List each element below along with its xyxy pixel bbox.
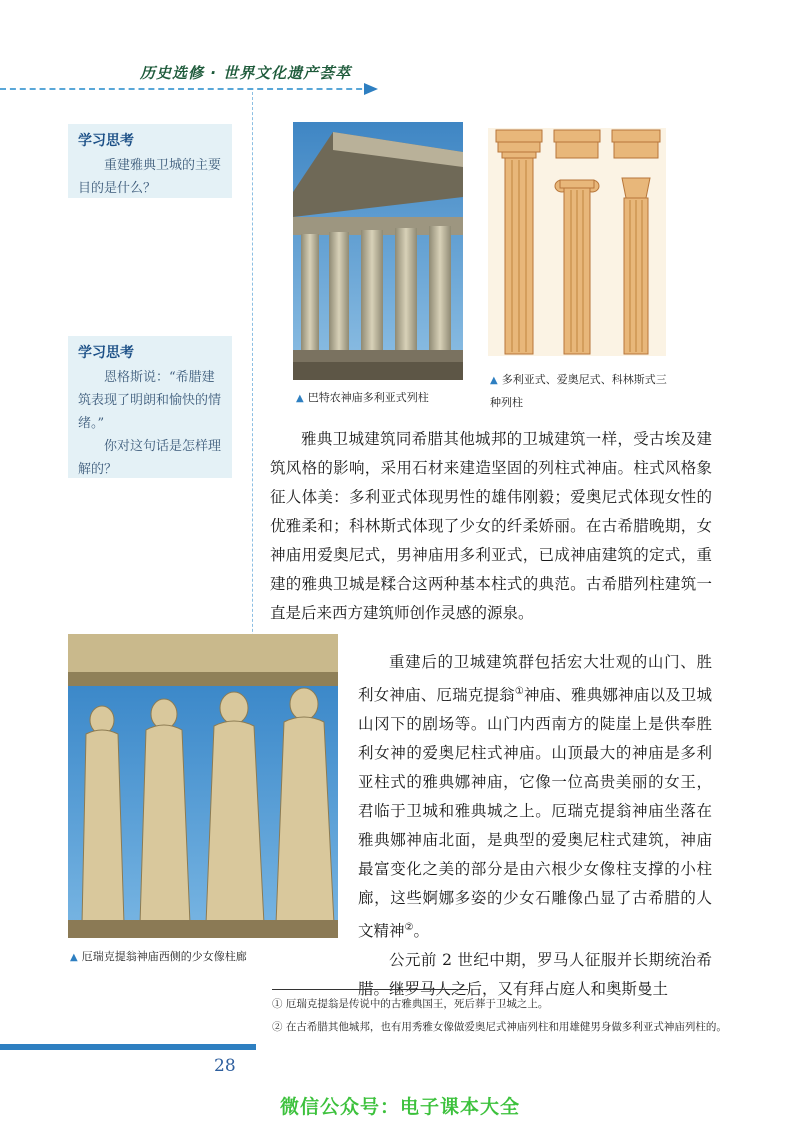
caption-triangle-icon: ▲ [70, 952, 78, 963]
caption-triangle-icon: ▲ [296, 393, 304, 404]
column-orders-illustration [488, 128, 666, 356]
caryatid-caption [70, 946, 247, 969]
footnote-text: 在古希腊其他城邦，也有用秀雅女像做爱奥尼式神庙列柱和用雄健男身做多利亚式神庙列柱的。 [285, 1021, 727, 1033]
parthenon-caption [296, 387, 429, 410]
text-span: 神庙、雅典娜神庙以及卫城山冈下的剧场等。山门内西南方的陡崖上是供奉胜利女神的爱奥尼柱式神庙。山顶最大的神庙是多利亚柱式的雅典娜神庙，它像一位高贵美丽的女王，君临于卫城和雅典城之上。厄瑞克提翁神庙坐落在雅典娜神庙北面，是典型的爱奥尼柱式建筑，神庙最富变化之美的部分是由六根少女像柱支撑的小柱廊，这些婀娜多姿的少女石雕像凸显了古希腊的人文精神 [358, 686, 712, 941]
parthenon-photo [293, 122, 463, 380]
study-box-1 [68, 124, 232, 198]
body-paragraph: 公元前 2 世纪中期，罗马人征服并长期统治希腊。继罗马人之后，又有拜占庭人和奥斯曼土 [358, 951, 712, 999]
footnote-1 [272, 995, 732, 1014]
orders-caption [490, 369, 670, 414]
caption-text: 多利亚式、爱奥尼式、科林斯式三种列柱 [490, 373, 667, 409]
margin-divider [252, 92, 253, 662]
header-divider [0, 88, 372, 90]
caption-text: 巴特农神庙多利亚式列柱 [307, 391, 429, 404]
paragraph-1 [270, 425, 712, 628]
footnote-mark: ① [272, 998, 283, 1010]
text-span: 。 [413, 922, 429, 941]
paragraph-2 [358, 648, 712, 1004]
body-paragraph [358, 648, 712, 946]
caption-text: 厄瑞克提翁神庙西侧的少女像柱廊 [81, 950, 247, 963]
footnote-divider [272, 989, 468, 990]
footnote-text: 厄瑞克提翁是传说中的古雅典国王，死后葬于卫城之上。 [285, 998, 549, 1010]
header-arrow-icon [364, 83, 378, 95]
watermark: 微信公众号：电子课本大全 [279, 1096, 520, 1118]
study-box-text: 重建雅典卫城的主要目的是什么？ [78, 158, 222, 196]
study-box-text: 恩格斯说：“希腊建筑表现了明朗和愉快的情绪。” [78, 370, 222, 431]
bottom-bar [0, 1044, 256, 1050]
caption-triangle-icon: ▲ [490, 375, 498, 386]
footnote-ref: ② [404, 922, 414, 934]
caryatid-photo [68, 634, 338, 938]
page-number: 28 [214, 1056, 236, 1076]
study-box-title: 学习思考 [78, 133, 134, 149]
footnote-mark: ② [272, 1021, 283, 1033]
study-box-text: 你对这句话是怎样理解的？ [78, 439, 222, 477]
text-span: 重建后的卫城建筑群包括宏大壮观的山门、胜利女神庙、厄瑞克提翁 [358, 653, 712, 705]
study-box-2 [68, 336, 232, 478]
study-box-title: 学习思考 [78, 345, 134, 361]
footnote-2 [272, 1018, 732, 1037]
running-header: 历史选修 · 世界文化遗产荟萃 [140, 64, 352, 82]
body-paragraph: 雅典卫城建筑同希腊其他城邦的卫城建筑一样，受古埃及建筑风格的影响，采用石材来建造坚固的列柱式神庙。柱式风格象征人体美：多利亚式体现男性的雄伟刚毅；爱奥尼式体现女性的优雅柔和；科林斯式体现了少女的纤柔娇丽。在古希腊晚期，女神庙用爱奥尼式，男神庙用多利亚式，已成神庙建筑的定式，重建的雅典卫城是糅合这两种基本柱式的典范。古希腊列柱建筑一直是后来西方建筑师创作灵感的源泉。 [270, 430, 712, 622]
footnote-ref: ① [514, 686, 524, 697]
